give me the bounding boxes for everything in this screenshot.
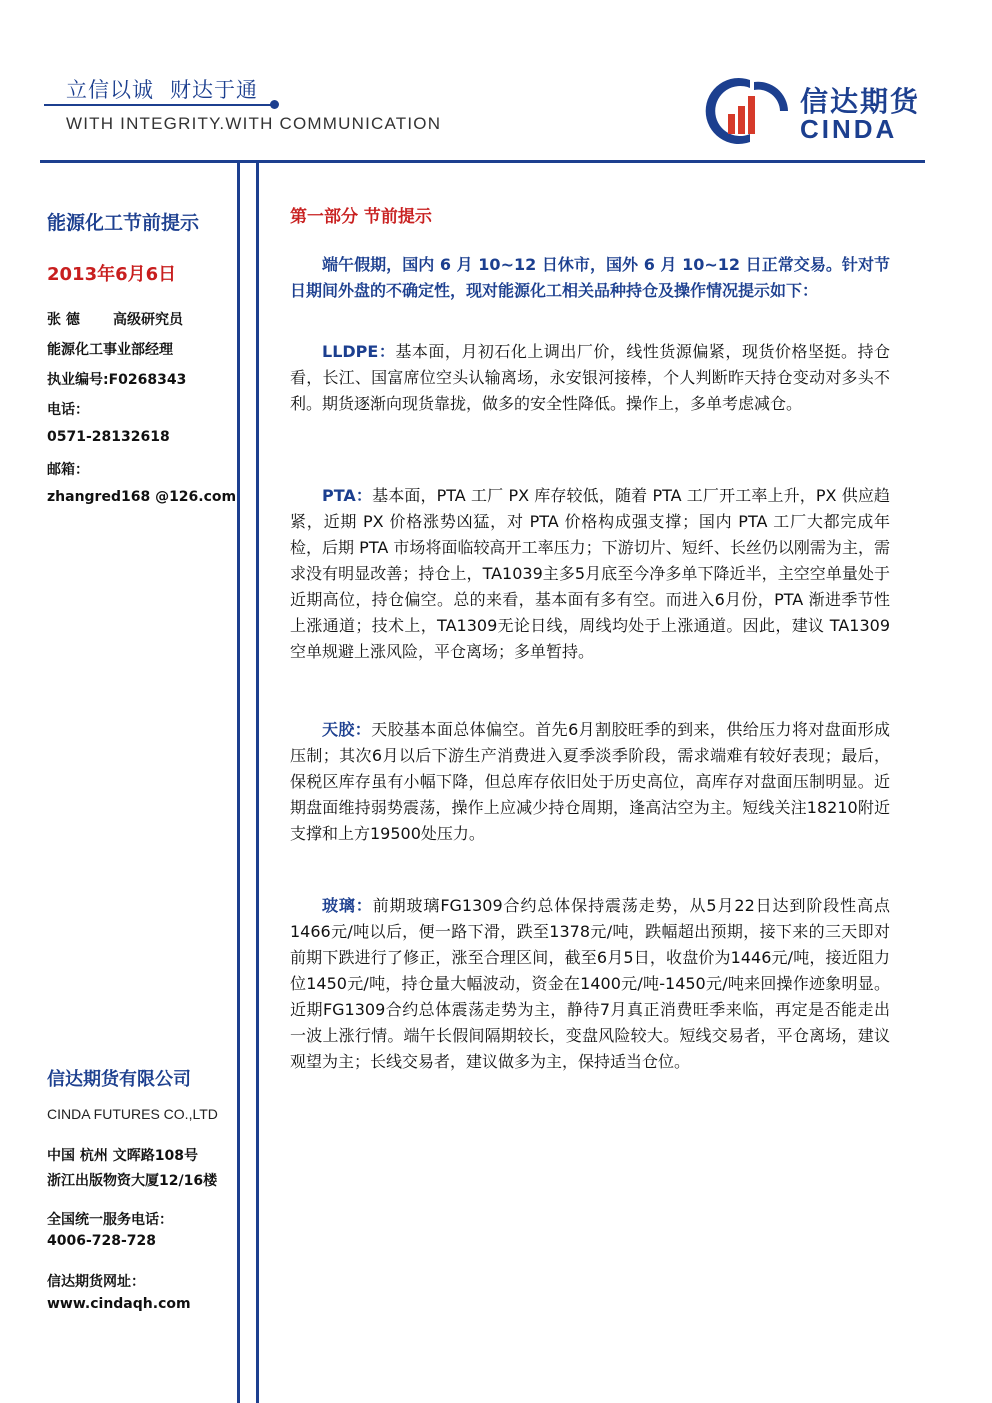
slogan-cn — [66, 74, 258, 104]
paragraph-label: PTA： — [322, 486, 373, 505]
author-license: 执业编号:F0268343 — [47, 372, 187, 388]
header-divider — [40, 160, 925, 163]
column-divider-right — [256, 163, 259, 1403]
author-name: 张 德 — [47, 312, 80, 328]
paragraph-text: 前期玻璃FG1309合约总体保持震荡走势，从5月22日达到阶段性高点1466元/吨以后，便一路下滑，跌至1378元/吨，跌幅超出预期，接下来的三天即对前期下跌进行了修正，涨至合理区间，截至6月5日，收盘价为1446元/吨，接近阻力位1450元/吨，持仓量大幅波动，资金在1400元/吨-1450元/吨来回操作迹象明显。近期FG1309合约总体震荡走势为主，静待7月真正消费旺季来临，再定是否能走出一波上涨行情。端午长假间隔期较长，变盘风险较大。短线交易者，平仓离场，建议观望为主；长线交易者，建议做多为主，保持适当仓位。 — [290, 896, 890, 1071]
email-address: zhangred168 @126.com — [47, 489, 237, 505]
phone-number: 0571-28132618 — [47, 429, 170, 445]
section-title: 第一部分 节前提示 — [290, 207, 432, 227]
column-divider-left — [237, 163, 240, 1403]
slogan-part1: 立信以诚 — [66, 78, 154, 102]
paragraph-pta — [290, 483, 890, 665]
author-department: 能源化工事业部经理 — [47, 342, 173, 358]
paragraph-text: 基本面，月初石化上调出厂价，线性货源偏紧，现货价格坚挺。持仓看，长江、国富席位空头认输离场，永安银河接棒，个人判断昨天持仓变动对多头不利。期货逐渐向现货靠拢，做多的安全性降低。操作上，多单考虑减仓。 — [290, 342, 890, 413]
website-label: 信达期货网址： — [47, 1274, 145, 1290]
address-line-1: 中国 杭州 文晖路108号 — [47, 1148, 198, 1164]
address-line-2: 浙江出版物资大厦12/16楼 — [47, 1173, 218, 1189]
paragraph-label: 玻璃： — [322, 896, 373, 915]
paragraph-text: 基本面，PTA 工厂 PX 库存较低，随着 PTA 工厂开工率上升，PX 供应趋紧，近期 PX 价格涨势凶猛，对 PTA 价格构成强支撑；国内 PTA 工厂大都完成年检，后期 PTA 市场将面临较高开工率压力；下游切片、短纤、长丝仍以刚需为主，需求没有明显改善；持仓上，TA1039主多5月底至今净多单下降近半，主空空单量处于近期高位，持仓偏空。总的来看，基本面有多有空。而进入6月份，PTA 渐进季节性上涨通道；技术上，TA1309无论日线，周线均处于上涨通道。因此，建议 TA1309空单规避上涨风险，平仓离场；多单暂持。 — [290, 486, 890, 661]
report-date: 2013年6月6日 — [47, 264, 177, 285]
report-title: 能源化工节前提示 — [47, 212, 200, 234]
paragraph-rubber — [290, 717, 890, 847]
slogan-underline — [44, 104, 274, 106]
author-title: 高级研究员 — [113, 312, 183, 328]
hotline-number: 4006-728-728 — [47, 1233, 157, 1249]
author-line — [47, 309, 183, 329]
paragraph-glass — [290, 893, 890, 1075]
phone-label: 电话： — [47, 402, 89, 418]
paragraph-text: 天胶基本面总体偏空。首先6月割胶旺季的到来，供给压力将对盘面形成压制；其次6月以后下游生产消费进入夏季淡季阶段，需求端难有较好表现；最后，保税区库存虽有小幅下降，但总库存依旧处于历史高位，高库存对盘面压制明显。近期盘面维持弱势震荡，操作上应减少持仓周期，逢高沽空为主。短线关注18210附近支撑和上方19500处压力。 — [290, 720, 890, 843]
paragraph-label: LLDPE： — [322, 342, 396, 361]
logo-text-en: CINDA — [800, 114, 898, 144]
email-label: 邮箱： — [47, 462, 89, 478]
slogan-dot — [270, 100, 279, 109]
slogan-part2: 财达于通 — [170, 78, 258, 102]
slogan-en: WITH INTEGRITY.WITH COMMUNICATION — [66, 114, 442, 133]
hotline-label: 全国统一服务电话： — [47, 1212, 173, 1228]
logo-text-cn: 信达期货 — [800, 85, 921, 118]
company-name-cn: 信达期货有限公司 — [47, 1069, 191, 1090]
website-link[interactable]: www.cindaqh.com — [47, 1296, 191, 1312]
company-name-en: CINDA FUTURES CO.,LTD — [47, 1106, 218, 1122]
paragraph-label: 天胶： — [322, 720, 372, 739]
intro-paragraph: 端午假期，国内 6 月 10~12 日休市，国外 6 月 10~12 日正常交易。针对节日期间外盘的不确定性，现对能源化工相关品种持仓及操作情况提示如下： — [290, 255, 890, 300]
paragraph-lldpe — [290, 339, 890, 417]
